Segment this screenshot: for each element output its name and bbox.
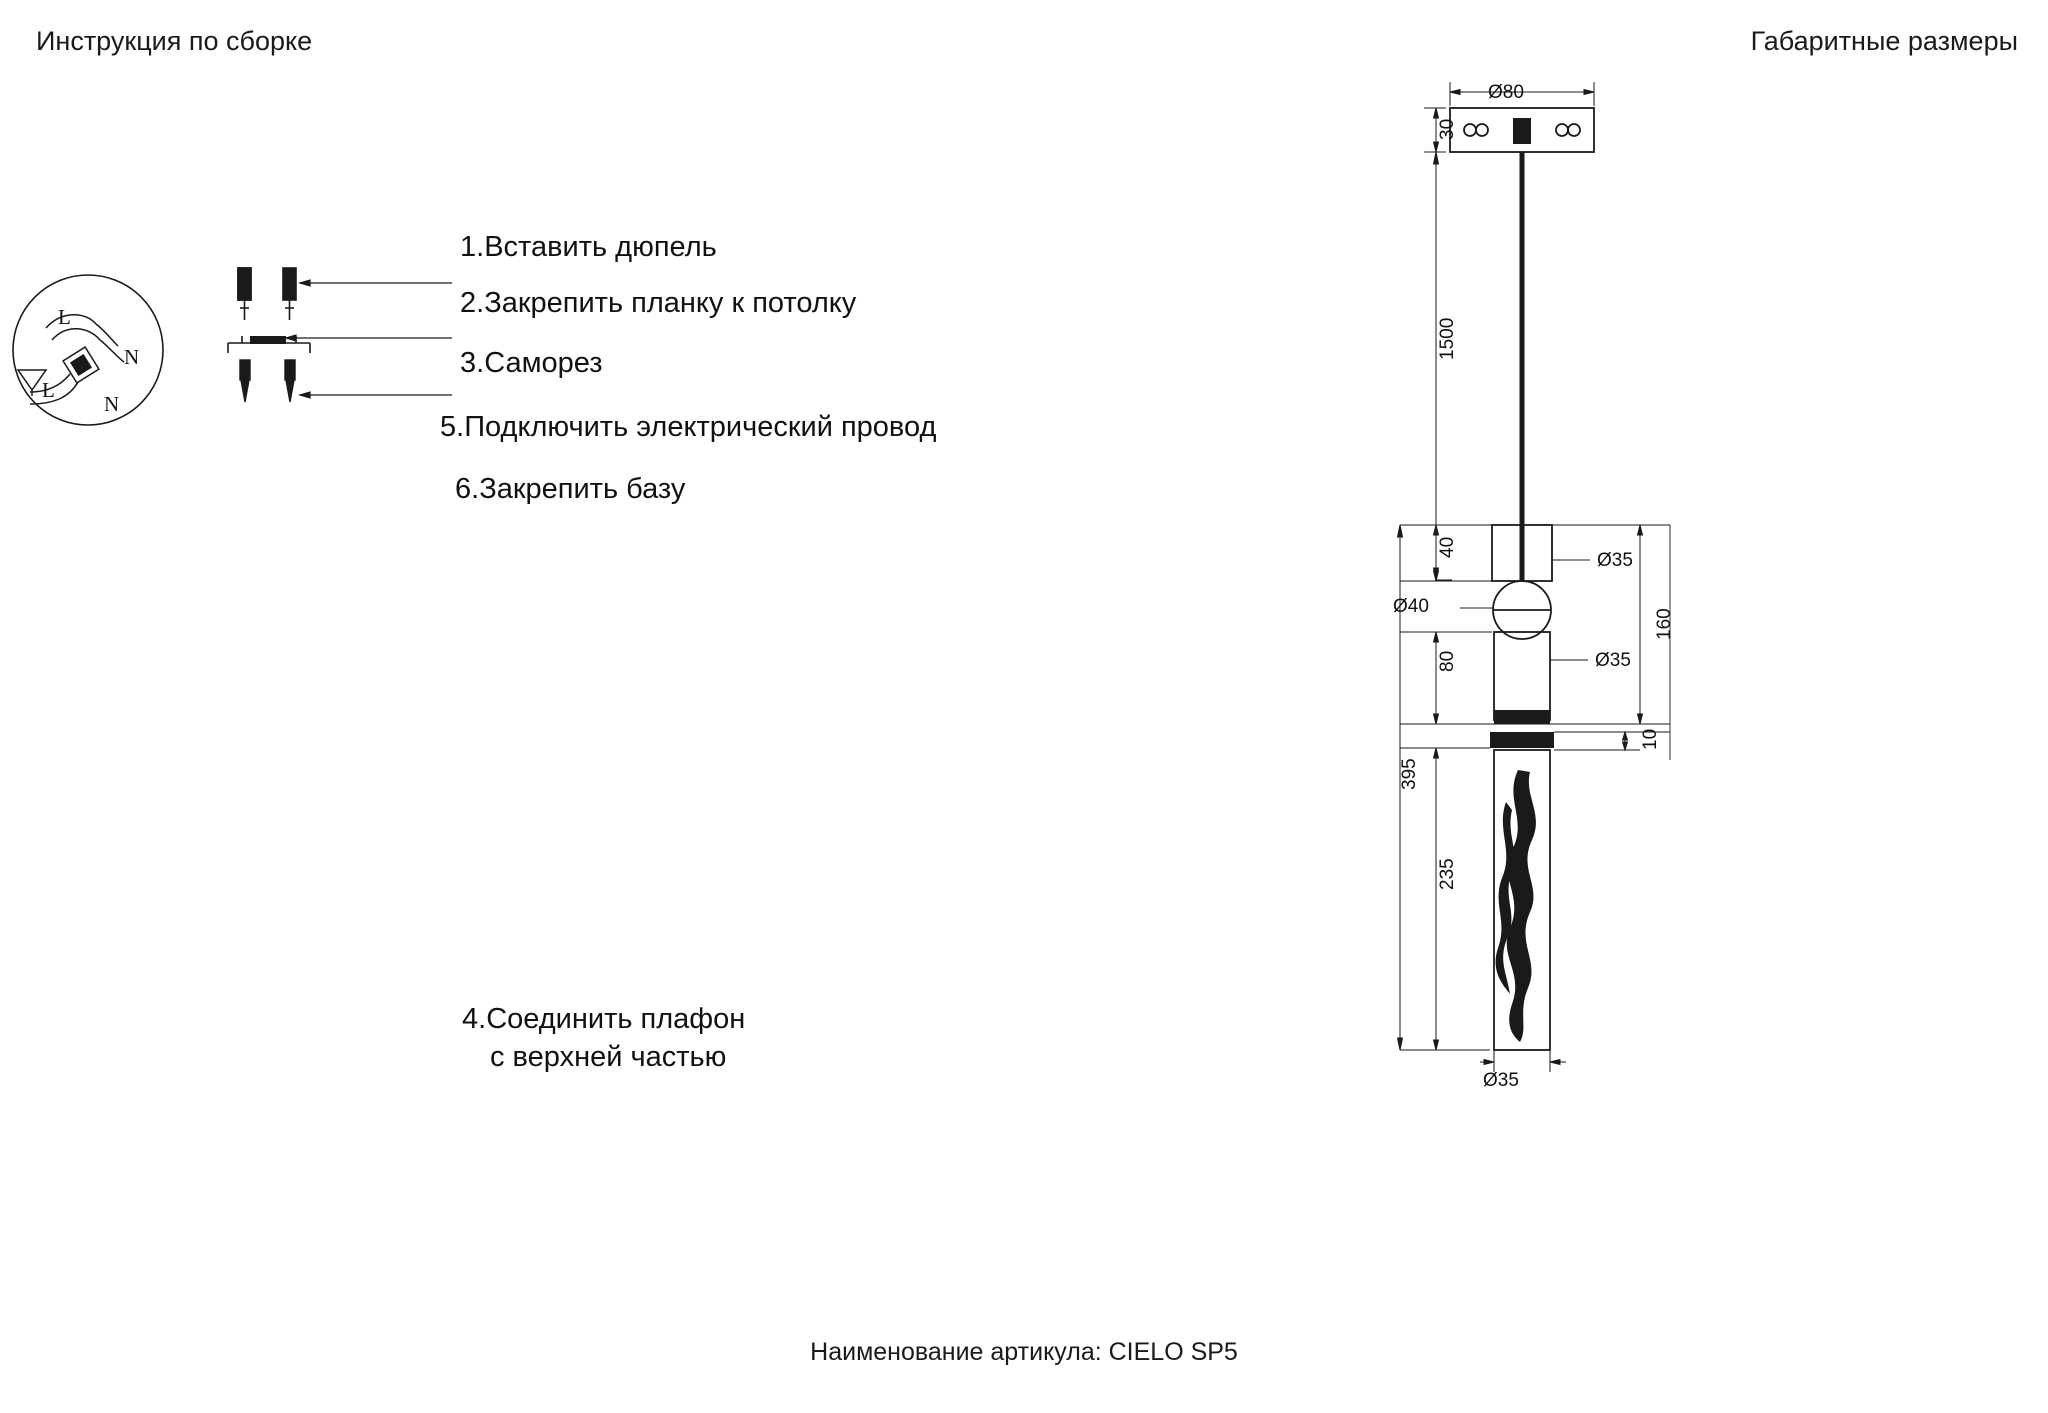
dim-body-height (1434, 632, 1439, 724)
dim-shade-gap (1623, 732, 1628, 750)
step-1-label (460, 228, 717, 266)
article-name: Наименование артикула: CIELO SP5 (810, 1338, 1238, 1366)
canopy (1450, 108, 1594, 152)
dim-text-shade-gap: 10 (1640, 728, 1661, 750)
dimension-drawing (1340, 60, 2048, 1360)
dim-shade-diameter (1480, 1050, 1566, 1072)
step-1-text: Вставить дюпель (484, 231, 717, 263)
step-4-label (462, 1000, 745, 1077)
step-5-label (440, 408, 936, 446)
terminal-block (63, 347, 99, 383)
dim-text-upper-total: 160 (1654, 608, 1675, 640)
dim-text-cord-length: 1500 (1437, 317, 1458, 360)
step-3-number: 3. (460, 347, 485, 379)
step-6-label (455, 470, 685, 508)
dim-cord-length (1434, 152, 1453, 580)
screw-parts (240, 360, 295, 402)
step-3-label (460, 344, 603, 382)
leader-step-3 (300, 392, 452, 398)
step-3-text: Саморез (484, 347, 603, 379)
dim-text-body-diameter: Ø35 (1595, 650, 1631, 671)
dim-text-canopy-diameter: Ø80 (1488, 82, 1524, 103)
step-4-text-line2: с верхней частью (490, 1041, 727, 1074)
dim-text-top-cap-diameter: Ø35 (1597, 550, 1633, 571)
step-4-text: Соединить плафон (486, 1003, 746, 1035)
dim-text-canopy-height: 30 (1437, 118, 1458, 140)
step-2-text: Закрепить планку к потолку (484, 287, 857, 319)
step-2-number: 2. (460, 287, 485, 319)
page-title-right: Габаритные размеры (1750, 26, 2018, 56)
wire-label-N-bottom: N (104, 392, 120, 416)
wire-label-N-top: N (124, 345, 140, 369)
leader-step-1 (300, 280, 452, 286)
dim-upper-total (1638, 525, 1643, 724)
shade-group (1490, 732, 1554, 1050)
step-1-number: 1. (460, 231, 485, 263)
step-6-text: Закрепить базу (479, 473, 686, 505)
step-6-number: 6. (455, 473, 480, 505)
page-title-left: Инструкция по сборке (36, 26, 313, 56)
step-5-text: Подключить электрический провод (464, 411, 937, 443)
wiring-detail-bubble (13, 275, 163, 425)
wire-label-L-top: L (58, 305, 71, 329)
dim-text-shade-total: 395 (1399, 758, 1420, 790)
wire-label-L-bottom: L (42, 378, 55, 402)
leader-step-2 (286, 335, 452, 341)
extension-lines-shade (1400, 525, 1670, 1050)
step-5-number: 5. (440, 411, 465, 443)
dim-text-shade-diameter: Ø35 (1483, 1070, 1519, 1091)
dim-text-sphere-diameter: Ø40 (1393, 596, 1429, 617)
dim-text-shade-height: 235 (1437, 858, 1458, 890)
dim-shade-height (1434, 748, 1439, 1050)
step-2-label (460, 284, 856, 322)
dim-text-body-height: 80 (1437, 650, 1458, 672)
step-4-number: 4. (462, 1003, 487, 1035)
dim-text-top-cap-height: 40 (1437, 536, 1458, 558)
dowel-parts (238, 268, 296, 320)
